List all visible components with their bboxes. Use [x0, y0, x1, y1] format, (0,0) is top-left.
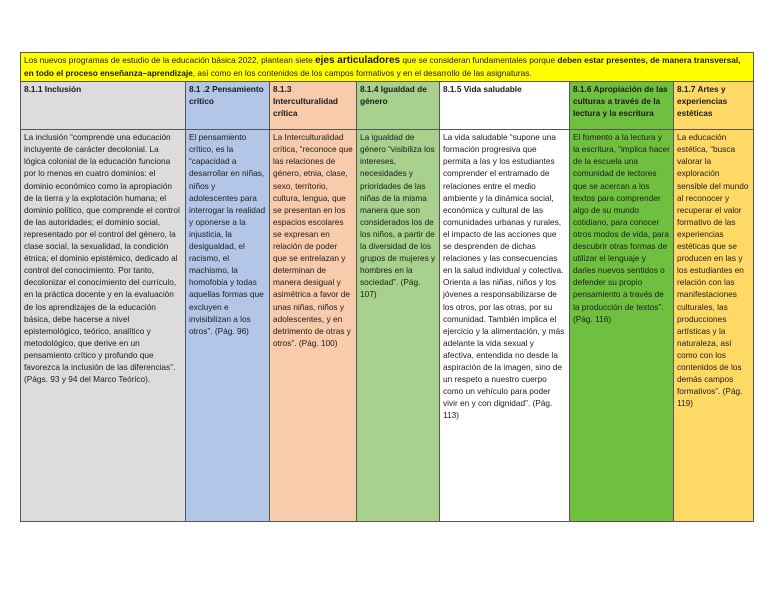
body-artes: La educación estética, “busca valorar la exploración sensible del mundo al reconocer y recuperar el valor formativo de las experiencias estéticas que se producen en las y los estudiantes en relación con las manifestaciones culturales, las producciones artísticas y la naturaleza, así como con los contenidos de los demás campos formativos”. (Pág. 119) — [674, 130, 754, 522]
header-pensamiento-critico: 8.1 .2 Pensamiento crítico — [186, 82, 270, 130]
intro-banner — [21, 53, 754, 82]
ejes-articuladores-table — [20, 52, 754, 522]
header-row — [21, 82, 754, 130]
intro-text-1: Los nuevos programas de estudio de la educación básica 2022, plantean siete — [24, 55, 316, 65]
intro-text-2: que se consideran fundamentales porque — [400, 55, 558, 65]
header-interculturalidad-critica: 8.1.3 Interculturalidad crítica — [270, 82, 357, 130]
body-igualdad-genero: La igualdad de género “visibiliza los intereses, necesidades y prioridades de las niñas de la misma manera que son considerados los de los niños, a partir de la diversidad de los grupos de mujeres y hombres en la sociedad”. (Pág. 107) — [357, 130, 440, 522]
body-vida-saludable: La vida saludable “supone una formación progresiva que permita a las y los estudiantes comprender el entramado de relaciones entre el medio ambiente y la dinámica social, económica y cultural de las comunidades urbanas y rurales, el impacto de las acciones que se desprenden de dichas relaciones y las consecuencias en la salud individual y colectiva. Orienta a las niñas, niños y los jóvenes a responsabilizarse de los otros, por las otras, por su comunidad. También implica el ejercicio y la alimentación, y más adelante la vida sexual y afectiva, entendida no desde la aspiración de la imagen, sino de un respeto a nuestro cuerpo como un vehículo para poder vivir en y con dignidad”. (Pág. 113) — [440, 130, 570, 522]
body-row — [21, 130, 754, 522]
header-vida-saludable: 8.1.5 Vida saludable — [440, 82, 570, 130]
intro-text-3: , así como en los contenidos de los campos formativos y en el desarrollo de las asignaturas. — [192, 68, 532, 79]
body-lectura-escritura: El fomento a la lectura y la escritura, “implica hacer de la escuela una comunidad de lectores que se acercan a los textos para comprender algo de su mundo cotidiano, para conocer otros modos de vida, para descubrir otras formas de utilizar el lenguaje y darles nuevos sentidos o defender su propio pensamiento a través de la producción de textos”. (Pág. 116) — [570, 130, 674, 522]
header-artes: 8.1.7 Artes y experiencias estéticas — [674, 82, 754, 130]
header-igualdad-genero: 8.1.4 Igualdad de género — [357, 82, 440, 130]
intro-bold-ejes: ejes articuladores — [315, 55, 401, 66]
intro-bold-transversal: deben estar presentes, de manera transversal, en todo el proceso enseñanza–aprendizaje — [24, 55, 741, 79]
header-inclusion: 8.1.1 Inclusión — [21, 82, 186, 130]
body-pensamiento-critico: El pensamiento crítico, es la “capacidad a desarrollar en niñas, niños y adolescentes para interrogar la realidad y oponerse a la injusticia, la desigualdad, el racismo, el machismo, la homofobia y todas aquellas formas que excluyen e invisibilizan a los otros”. (Pág. 96) — [186, 130, 270, 522]
body-inclusion: La inclusión “comprende una educación incluyente de carácter decolonial. La lógica colonial de la educación funciona por lo menos en cuatro dominios: el dominio económico como la apropiación de la tierra y la explotación humana; el dominio político, que comprende el control de las autoridades; el dominio social, representado por el control del género, la clase social, la sexualidad, la condición étnica; el dominio epistémico, dedicado al control del conocimiento. Por tanto, decolonizar el conocimiento del currículo, en la práctica docente y en la evaluación de los aprendizajes de la educación básica, debe hacerse a nivel epistemológico, teórico, analítico y metodológico, que derive en un pensamiento crítico y profundo que favorezca la inclusión de las diferencias”. (Págs. 93 y 94 del Marco Teórico). — [21, 130, 186, 522]
header-lectura-escritura: 8.1.6 Apropiación de las culturas a través de la lectura y la escritura — [570, 82, 674, 130]
body-interculturalidad-critica: La Interculturalidad crítica, “reconoce que las relaciones de género, etnia, clase, sexo, territorio, cultura, lengua, que se presentan en los espacios escolares se expresan en relación de poder que se entrelazan y determinan de manera desigual y asimétrica a favor de unas niñas, niños y adolescentes, y en detrimento de otras y otros”. (Pág. 100) — [270, 130, 357, 522]
